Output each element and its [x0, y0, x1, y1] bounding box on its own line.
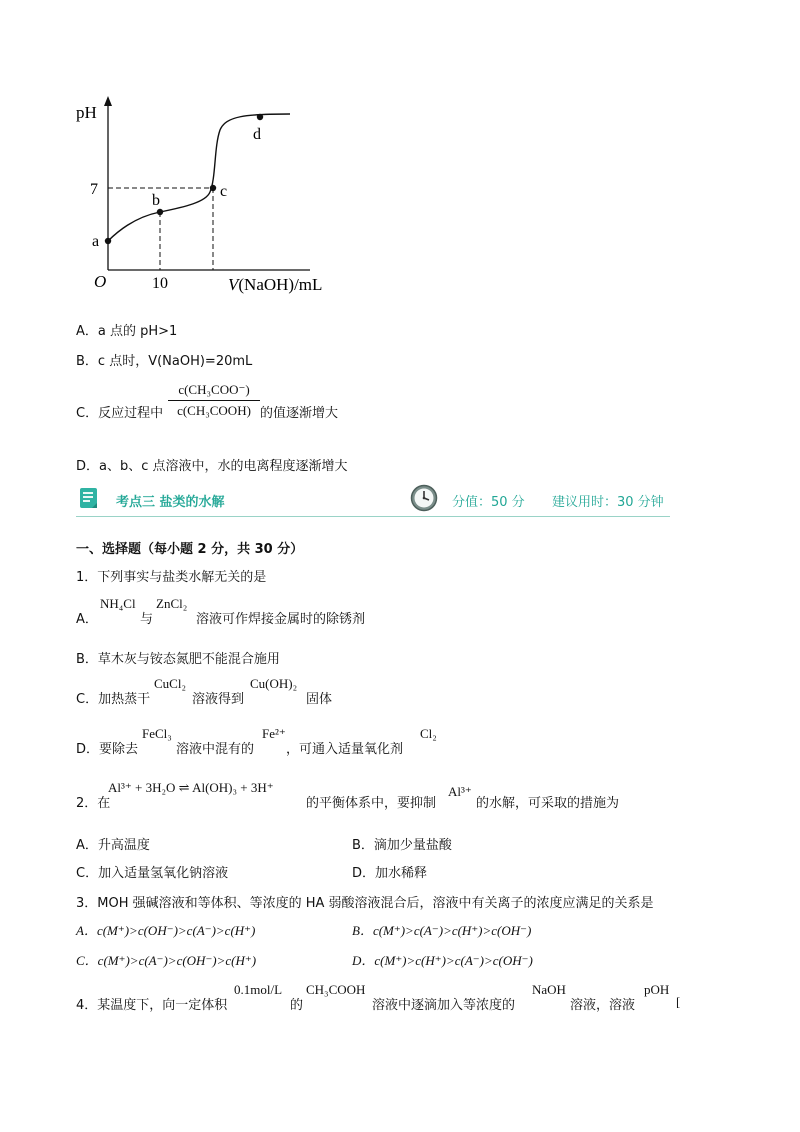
prev-option-d: D．a、b、c 点溶液中，水的电离程度逐渐增大 [76, 459, 348, 474]
q1-c-mid: 溶液得到 [192, 692, 245, 707]
q2-option-a: A．升高温度 [76, 838, 150, 853]
q1-c-pre: C．加热蒸干 [76, 692, 151, 707]
q2-rest: 的水解，可采取的措施为 [476, 796, 620, 811]
point-c-label: c [220, 183, 228, 200]
q1-c-cucl2: CuCl₂ [154, 676, 186, 691]
titration-curve [108, 114, 290, 241]
q3-option-a: A．c(M⁺)>c(OH⁻)>c(A⁻)>c(H⁺) [76, 923, 256, 938]
part-title: 一、选择题（每小题 2 分，共 30 分） [76, 542, 304, 557]
y-axis-arrow [104, 96, 112, 106]
prev-option-c-fraction [168, 382, 260, 419]
q2-option-c: C．加入适量氢氧化钠溶液 [76, 866, 229, 881]
q4-mid: 溶液中逐滴加入等浓度的 [372, 998, 516, 1013]
point-b-marker [157, 209, 163, 215]
q1-d-fe2: Fe²⁺ [262, 726, 286, 741]
section-score: 分值：50 分 [452, 495, 525, 510]
q1-d-mid2: ，可通入适量氧化剂 [286, 742, 404, 757]
section-time: 建议用时：30 分钟 [552, 495, 664, 510]
origin-label: O [94, 272, 107, 291]
q3-option-b: B．c(M⁺)>c(A⁻)>c(H⁺)>c(OH⁻) [352, 923, 532, 938]
q2-equation: Al³⁺ + 3H₂O ⇌ Al(OH)₃ + 3H⁺ [108, 780, 274, 795]
tick-7-label: 7 [90, 181, 98, 198]
q1-option-b: B．草木灰与铵态氮肥不能混合施用 [76, 652, 280, 667]
note-icon [78, 486, 100, 510]
q4-poh: pOH [644, 982, 670, 997]
q1-a-nh4cl: NH₄Cl [100, 596, 136, 611]
point-d-marker [257, 114, 263, 120]
q4-ch3cooh: CH₃COOH [306, 982, 366, 997]
clock-icon [410, 484, 438, 512]
q4-de: 的 [290, 998, 304, 1013]
prev-option-c-suffix: 的值逐渐增大 [260, 406, 339, 421]
q4-bracket: [ [676, 994, 681, 1009]
x-axis-label: V(NaOH)/mL [228, 275, 323, 294]
q1-a-rest: 溶液可作焊接金属时的除锈剂 [196, 612, 366, 627]
point-c-marker [210, 185, 216, 191]
q2-ion: Al³⁺ [448, 784, 472, 799]
q2-option-b: B．滴加少量盐酸 [352, 838, 452, 853]
q1-c-cuoh2: Cu(OH)₂ [250, 676, 298, 691]
q1-d-fecl3: FeCl₃ [142, 726, 172, 741]
prev-option-a: A．a 点的 pH>1 [76, 324, 178, 339]
q4-naoh: NaOH [532, 982, 566, 997]
q4-pre: 4．某温度下，向一定体积 [76, 998, 228, 1013]
fraction-denominator: c(CH₃COOH) [168, 400, 260, 419]
q1-option-a-label: A． [76, 612, 98, 627]
y-axis-label: pH [76, 103, 97, 122]
q1-a-zncl2: ZnCl₂ [156, 596, 188, 611]
q2-mid: 的平衡体系中，要抑制 [306, 796, 437, 811]
q4-mid2: 溶液，溶液 [570, 998, 636, 1013]
q3-option-c: C．c(M⁺)>c(A⁻)>c(OH⁻)>c(H⁺) [76, 953, 257, 968]
point-a-label: a [92, 233, 100, 250]
point-d-label: d [253, 126, 261, 143]
point-a-marker [105, 238, 111, 244]
tick-10-label: 10 [152, 275, 168, 292]
q3-stem: 3．MOH 强碱溶液和等体积、等浓度的 HA 弱酸溶液混合后，溶液中有关离子的浓度应满足的关系是 [76, 896, 654, 911]
q1-c-rest: 固体 [306, 692, 333, 707]
q2-option-d: D．加水稀释 [352, 866, 428, 881]
q4-conc: 0.1mol/L [234, 982, 283, 997]
q2-pre: 2．在 [76, 796, 111, 811]
q3-option-d: D．c(M⁺)>c(H⁺)>c(A⁻)>c(OH⁻) [352, 953, 533, 968]
q1-stem: 1．下列事实与盐类水解无关的是 [76, 570, 267, 585]
q1-a-mid: 与 [140, 612, 154, 627]
q1-d-mid: 溶液中混有的 [176, 742, 255, 757]
point-b-label: b [152, 192, 160, 209]
fraction-numerator: c(CH₃COO⁻) [178, 382, 250, 397]
titration-curve-graph [60, 92, 360, 302]
q1-d-pre: D．要除去 [76, 742, 139, 757]
q1-d-cl2: Cl₂ [420, 726, 437, 741]
prev-option-c-prefix: C．反应过程中 [76, 406, 164, 421]
prev-option-b: B．c 点时，V(NaOH)=20mL [76, 354, 253, 369]
section-title: 考点三 盐类的水解 [116, 495, 225, 510]
section-divider [76, 516, 670, 517]
